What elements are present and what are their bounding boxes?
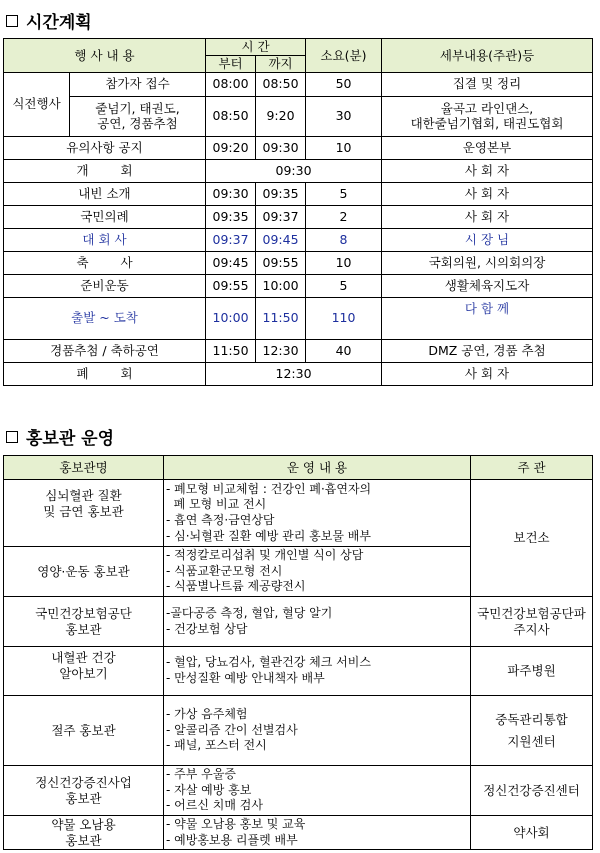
schedule-duration: 5: [306, 274, 382, 297]
schedule-item: 참가자 접수: [70, 72, 206, 96]
header-content: 운 영 내 용: [164, 456, 471, 480]
booth-item: - 폐모형 비교체험 : 건강인 폐·흡연자의: [166, 481, 372, 496]
booth-item: - 혈압, 당뇨검사, 혈관건강 체크 서비스: [166, 655, 371, 670]
schedule-item: 경품추첨 / 축하공연: [4, 339, 206, 362]
schedule-duration: 50: [306, 72, 382, 96]
booth-name: 정신건강증진사업 홍보관: [4, 766, 164, 816]
header-duration: 소요(분): [306, 39, 382, 73]
schedule-detail: 집결 및 정리: [382, 72, 593, 96]
booth-name: 국민건강보험공단 홍보관: [4, 597, 164, 647]
booth-item: - 어르신 치매 검사: [166, 798, 263, 813]
schedule-detail: 사 회 자: [382, 205, 593, 228]
booth-item: - 주부 우울증: [166, 767, 236, 782]
schedule-duration: 8: [306, 228, 382, 251]
schedule-detail: 사 회 자: [382, 159, 593, 182]
booth-item: - 식품별나트륨 제공량전시: [166, 579, 306, 594]
schedule-item: 개 회: [4, 159, 206, 182]
schedule-time: 12:30: [206, 362, 382, 385]
schedule-duration: 10: [306, 136, 382, 159]
schedule-to: 10:00: [256, 274, 306, 297]
booth-item: - 패널, 포스터 전시: [166, 738, 267, 753]
schedule-duration: 2: [306, 205, 382, 228]
schedule-section-title: [6, 8, 92, 33]
schedule-to: 09:37: [256, 205, 306, 228]
schedule-detail: 운영본부: [382, 136, 593, 159]
schedule-item: 유의사항 공지: [4, 136, 206, 159]
schedule-to: 12:30: [256, 339, 306, 362]
schedule-item: 줄넘기, 태권도, 공연, 경품추첨: [70, 96, 206, 136]
schedule-detail: DMZ 공연, 경품 추첨: [382, 339, 593, 362]
schedule-item: 국민의례: [4, 205, 206, 228]
schedule-to: 09:35: [256, 182, 306, 205]
booth-item: - 알콜리즘 간이 선별검사: [166, 722, 298, 737]
schedule-from: 09:45: [206, 251, 256, 274]
schedule-detail: 국회의원, 시의회의장: [382, 251, 593, 274]
schedule-detail: 사 회 자: [382, 182, 593, 205]
booth-host: 중독관리통합 지원센터: [471, 696, 593, 766]
header-time: 시 간: [206, 39, 306, 56]
schedule-item: 폐 회: [4, 362, 206, 385]
booth-host: 파주병원: [471, 647, 593, 696]
booth-name: 절주 홍보관: [4, 696, 164, 766]
booth-item: 폐 모형 비교 전시: [166, 497, 267, 512]
schedule-from: 09:55: [206, 274, 256, 297]
booth-host: 국민건강보험공단파 주지사: [471, 597, 593, 647]
booth-item: - 예방홍보용 리플렛 배부: [166, 832, 298, 847]
schedule-table: [3, 38, 593, 386]
schedule-from: 09:20: [206, 136, 256, 159]
booth-items: [164, 547, 471, 597]
schedule-from: 10:00: [206, 297, 256, 339]
schedule-duration: 10: [306, 251, 382, 274]
schedule-item: 대 회 사: [4, 228, 206, 251]
schedule-from: 11:50: [206, 339, 256, 362]
schedule-to: 09:30: [256, 136, 306, 159]
schedule-to: 9:20: [256, 96, 306, 136]
booth-host-shared: 보건소: [471, 480, 593, 597]
booth-name: 심뇌혈관 질환 및 금연 홍보관: [4, 480, 164, 547]
booth-name: 영양·운동 홍보관: [4, 547, 164, 597]
schedule-duration: 40: [306, 339, 382, 362]
booth-items: [164, 597, 471, 647]
schedule-from: 09:37: [206, 228, 256, 251]
schedule-to: 11:50: [256, 297, 306, 339]
schedule-title: 시간계획: [26, 13, 92, 33]
booth-items: [164, 816, 471, 850]
schedule-duration: 30: [306, 96, 382, 136]
booth-item: - 건강보험 상담: [166, 621, 248, 636]
schedule-to: 09:55: [256, 251, 306, 274]
schedule-duration: 5: [306, 182, 382, 205]
group-label: 식전행사: [4, 72, 70, 136]
schedule-detail: 다 함 께: [382, 297, 593, 339]
booth-item: - 자살 예방 홍보: [166, 782, 252, 797]
schedule-item: 내빈 소개: [4, 182, 206, 205]
booth-items: [164, 766, 471, 816]
schedule-detail: 시 장 님: [382, 228, 593, 251]
booth-name: 내혈관 건강 알아보기: [4, 647, 164, 696]
header-to: 까지: [256, 55, 306, 72]
schedule-to: 08:50: [256, 72, 306, 96]
schedule-to: 09:45: [256, 228, 306, 251]
booth-host: 정신건강증진센터: [471, 766, 593, 816]
schedule-from: 08:00: [206, 72, 256, 96]
booth-title: 홍보관 운영: [26, 429, 115, 449]
booth-section-title: [6, 424, 114, 449]
booth-items: [164, 696, 471, 766]
booth-host: 약사회: [471, 816, 593, 850]
header-from: 부터: [206, 55, 256, 72]
schedule-detail: 생활체육지도자: [382, 274, 593, 297]
header-name: 홍보관명: [4, 456, 164, 480]
booth-item: - 가상 음주체험: [166, 707, 248, 722]
header-detail: 세부내용(주관)등: [382, 39, 593, 73]
checkbox-square-icon: [6, 431, 18, 443]
booth-item: - 적정칼로리섭취 및 개인별 식이 상담: [166, 548, 364, 563]
booth-item: - 식품교환군모형 전시: [166, 563, 283, 578]
booth-table: [3, 455, 593, 850]
booth-name: 약물 오남용 홍보관: [4, 816, 164, 850]
booth-item: - 심·뇌혈관 질환 예방 관리 홍보물 배부: [166, 528, 371, 543]
booth-items: [164, 480, 471, 547]
booth-item: - 흡연 측정·금연상담: [166, 513, 275, 527]
schedule-duration: 110: [306, 297, 382, 339]
schedule-item: 준비운동: [4, 274, 206, 297]
schedule-time: 09:30: [206, 159, 382, 182]
booth-item: - 만성질환 예방 안내책자 배부: [166, 671, 325, 685]
checkbox-square-icon: [6, 15, 18, 27]
booth-item: -골다공증 측정, 혈압, 혈당 알기: [166, 605, 333, 620]
schedule-item: 축 사: [4, 251, 206, 274]
booth-items: [164, 647, 471, 696]
header-host: 주 관: [471, 456, 593, 480]
header-content: 행 사 내 용: [4, 39, 206, 73]
schedule-from: 08:50: [206, 96, 256, 136]
schedule-detail: 율곡고 라인댄스, 대한줄넘기협회, 태권도협회: [382, 96, 593, 136]
schedule-from: 09:35: [206, 205, 256, 228]
schedule-item: 출발 ~ 도착: [4, 297, 206, 339]
booth-item: - 약물 오남용 홍보 및 교육: [166, 816, 306, 831]
schedule-detail: 사 회 자: [382, 362, 593, 385]
schedule-from: 09:30: [206, 182, 256, 205]
